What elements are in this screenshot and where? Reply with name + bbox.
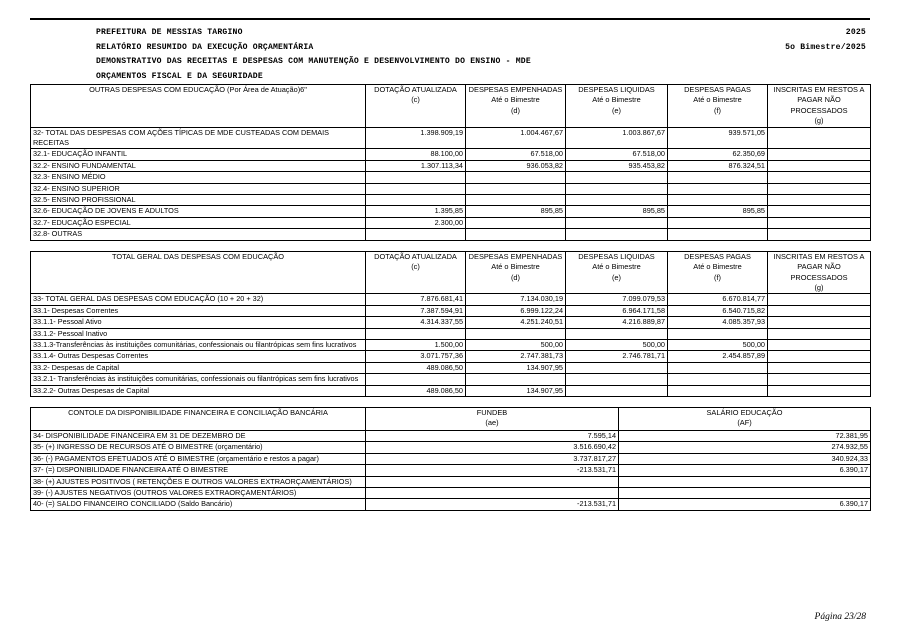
table-outras-despesas-educacao — [30, 84, 871, 241]
row-label: 33.1.1- Pessoal Ativo — [31, 317, 366, 328]
col-header-dotacao-label: DOTAÇÃO ATUALIZADA — [374, 251, 457, 261]
row-label: 32.5- ENSINO PROFISSIONAL — [31, 195, 366, 206]
table-row — [31, 499, 871, 510]
cell-dotacao — [366, 195, 466, 206]
row-label: 40- (=) SALDO FINANCEIRO CONCILIADO (Saldo Bancário) — [31, 499, 366, 510]
cell-restos — [768, 294, 871, 305]
cell-empenhadas: 4.251.240,51 — [466, 317, 566, 328]
row-label: 33.2.2- Outras Despesas de Capital — [31, 385, 366, 396]
cell-restos — [768, 217, 871, 228]
cell-liquidas: 67.518,00 — [566, 149, 668, 160]
cell-salario-educacao — [619, 476, 871, 487]
report-subtitle: DEMONSTRATIVO DAS RECEITAS E DESPESAS COM MANUTENÇÃO E DESENVOLVIMENTO DO ENSINO - MDE — [96, 57, 531, 66]
row-label: 32.4- ENSINO SUPERIOR — [31, 183, 366, 194]
col-header-area-label: OUTRAS DESPESAS COM EDUCAÇÃO (Por Área de Atuação)6" — [89, 85, 307, 94]
cell-liquidas — [566, 172, 668, 183]
cell-fundeb — [366, 476, 619, 487]
cell-empenhadas — [466, 183, 566, 194]
report-scope: ORÇAMENTOS FISCAL E DA SEGURIDADE — [96, 71, 263, 81]
col-header-pagas-label: DESPESAS PAGAS — [684, 85, 751, 94]
cell-dotacao: 489.086,50 — [366, 362, 466, 373]
cell-liquidas — [566, 328, 668, 339]
header-divider — [30, 18, 870, 20]
col-header-pagas-label: DESPESAS PAGAS — [684, 251, 751, 261]
table-row — [31, 362, 871, 373]
cell-liquidas — [566, 195, 668, 206]
cell-restos — [768, 374, 871, 385]
col-header-liquidas — [566, 251, 668, 294]
cell-empenhadas — [466, 172, 566, 183]
cell-fundeb: 7.595,14 — [366, 430, 619, 441]
cell-empenhadas: 936.053,82 — [466, 160, 566, 171]
table-row — [31, 317, 871, 328]
table-row — [31, 430, 871, 441]
cell-dotacao: 88.100,00 — [366, 149, 466, 160]
cell-empenhadas: 134.907,95 — [466, 385, 566, 396]
cell-pagas: 4.085.357,93 — [668, 317, 768, 328]
cell-empenhadas — [466, 229, 566, 240]
cell-dotacao: 7.876.681,41 — [366, 294, 466, 305]
col-header-liquidas-code: (e) — [611, 272, 622, 282]
report-year: 2025 — [845, 28, 866, 37]
report-period: 5o Bimestre/2025 — [785, 42, 866, 52]
col-header-empenhadas-sub: Até o Bimestre — [491, 262, 540, 272]
col-header-liquidas-code: (e) — [611, 105, 622, 115]
cell-salario-educacao — [619, 488, 871, 499]
cell-fundeb: -213.531,71 — [366, 465, 619, 476]
cell-empenhadas: 67.518,00 — [466, 149, 566, 160]
cell-salario-educacao: 340.924,33 — [619, 453, 871, 464]
table-row — [31, 217, 871, 228]
cell-dotacao — [366, 374, 466, 385]
col-header-pagas — [668, 251, 768, 294]
col-header-empenhadas — [466, 85, 566, 128]
cell-fundeb: -213.531,71 — [366, 499, 619, 510]
cell-restos — [768, 362, 871, 373]
cell-fundeb: 3.737.817,27 — [366, 453, 619, 464]
col-header-dotacao — [366, 85, 466, 128]
col-header-fundeb-code: (ae) — [485, 418, 499, 428]
table-row — [31, 385, 871, 396]
cell-liquidas: 1.003.867,67 — [566, 127, 668, 149]
row-label: 33.1.4- Outras Despesas Correntes — [31, 351, 366, 362]
cell-liquidas — [566, 374, 668, 385]
cell-restos — [768, 160, 871, 171]
cell-liquidas — [566, 217, 668, 228]
col-header-salario-educacao-code: (AF) — [737, 418, 752, 428]
cell-restos — [768, 385, 871, 396]
cell-salario-educacao: 6.390,17 — [619, 465, 871, 476]
cell-salario-educacao: 274.932,55 — [619, 442, 871, 453]
cell-liquidas: 895,85 — [566, 206, 668, 217]
row-label: 32- TOTAL DAS DESPESAS COM AÇÕES TÍPICAS DE MDE CUSTEADAS COM DEMAIS RECEITAS — [31, 127, 366, 149]
cell-empenhadas: 6.999.122,24 — [466, 305, 566, 316]
col-header-restos-label: INSCRITAS EM RESTOS A PAGAR NÃO PROCESSADOS — [773, 251, 865, 282]
cell-dotacao: 4.314.337,55 — [366, 317, 466, 328]
cell-empenhadas: 895,85 — [466, 206, 566, 217]
table-row — [31, 195, 871, 206]
col-header-total-geral-label: TOTAL GERAL DAS DESPESAS COM EDUCAÇÃO — [111, 251, 285, 261]
row-label: 33- TOTAL GERAL DAS DESPESAS COM EDUCAÇÃO (10 + 20 + 32) — [31, 294, 366, 305]
cell-pagas: 2.454.857,89 — [668, 351, 768, 362]
col-header-empenhadas-label: DESPESAS EMPENHADAS — [468, 251, 563, 261]
col-header-restos — [768, 251, 871, 294]
row-label: 32.1- EDUCAÇÃO INFANTIL — [31, 149, 366, 160]
cell-empenhadas — [466, 217, 566, 228]
header-right-block — [785, 26, 866, 55]
document-header — [30, 26, 870, 84]
cell-pagas: 895,85 — [668, 206, 768, 217]
cell-pagas — [668, 328, 768, 339]
cell-pagas — [668, 195, 768, 206]
table-header-row — [31, 251, 871, 294]
cell-liquidas — [566, 229, 668, 240]
col-header-pagas-code: (f) — [714, 105, 721, 115]
table-row — [31, 374, 871, 385]
cell-dotacao: 1.398.909,19 — [366, 127, 466, 149]
cell-empenhadas: 500,00 — [466, 339, 566, 350]
col-header-controle-label: CONTOLE DA DISPONIBILIDADE FINANCEIRA E CONCILIAÇÃO BANCÁRIA — [68, 407, 328, 417]
col-header-pagas-sub: Até o Bimestre — [693, 262, 742, 272]
table-total-geral-despesas-educacao — [30, 251, 871, 397]
cell-pagas: 876.324,51 — [668, 160, 768, 171]
table-row — [31, 305, 871, 316]
cell-pagas: 939.571,05 — [668, 127, 768, 149]
cell-restos — [768, 305, 871, 316]
cell-liquidas — [566, 362, 668, 373]
cell-liquidas: 4.216.889,87 — [566, 317, 668, 328]
cell-fundeb: 3.516.690,42 — [366, 442, 619, 453]
row-label: 34- DISPONIBILIDADE FINANCEIRA EM 31 DE DEZEMBRO DE — [31, 430, 366, 441]
cell-restos — [768, 317, 871, 328]
cell-liquidas — [566, 385, 668, 396]
cell-pagas: 6.540.715,82 — [668, 305, 768, 316]
col-header-dotacao — [366, 251, 466, 294]
entity-name: PREFEITURA DE MESSIAS TARGINO — [96, 28, 243, 37]
col-header-restos-code: (g) — [814, 116, 824, 126]
cell-dotacao: 1.395,85 — [366, 206, 466, 217]
cell-pagas — [668, 374, 768, 385]
table3-body — [31, 430, 871, 510]
col-header-dotacao-label: DOTAÇÃO ATUALIZADA — [374, 85, 457, 94]
col-header-liquidas-label: DESPESAS LIQUIDAS — [578, 85, 655, 94]
col-header-restos-label: INSCRITAS EM RESTOS A PAGAR NÃO PROCESSADOS — [773, 85, 865, 115]
row-label: 32.2- ENSINO FUNDAMENTAL — [31, 160, 366, 171]
col-header-empenhadas-code: (d) — [510, 105, 521, 115]
cell-dotacao — [366, 328, 466, 339]
col-header-fundeb-label: FUNDEB — [476, 407, 508, 417]
row-label: 33.1.3-Transferências às instituições comunitárias, confessionais ou filantrópicas sem fins lucrativos — [31, 339, 366, 350]
table-row — [31, 453, 871, 464]
table-row — [31, 294, 871, 305]
col-header-fundeb — [366, 407, 619, 430]
col-header-controle — [31, 407, 366, 430]
cell-dotacao — [366, 229, 466, 240]
cell-salario-educacao: 72.381,95 — [619, 430, 871, 441]
col-header-salario-educacao — [619, 407, 871, 430]
col-header-pagas-code: (f) — [714, 272, 721, 282]
cell-pagas: 500,00 — [668, 339, 768, 350]
cell-liquidas — [566, 183, 668, 194]
cell-empenhadas — [466, 195, 566, 206]
table-controle-disponibilidade-financeira — [30, 407, 871, 511]
cell-dotacao: 489.086,50 — [366, 385, 466, 396]
table-row — [31, 172, 871, 183]
cell-dotacao — [366, 172, 466, 183]
table-row — [31, 183, 871, 194]
col-header-pagas-sub: Até o Bimestre — [693, 95, 742, 105]
table-row — [31, 206, 871, 217]
table-row — [31, 476, 871, 487]
cell-pagas — [668, 217, 768, 228]
cell-empenhadas: 7.134.030,19 — [466, 294, 566, 305]
row-label: 33.2.1- Transferências às instituições comunitárias, confessionais ou filantrópicas sem fins lucrativos — [31, 374, 366, 385]
table-row — [31, 465, 871, 476]
cell-fundeb — [366, 488, 619, 499]
cell-dotacao — [366, 183, 466, 194]
cell-restos — [768, 183, 871, 194]
col-header-empenhadas-label: DESPESAS EMPENHADAS — [468, 85, 563, 94]
cell-empenhadas: 134.907,95 — [466, 362, 566, 373]
table-row — [31, 160, 871, 171]
row-label: 32.7- EDUCAÇÃO ESPECIAL — [31, 217, 366, 228]
cell-pagas — [668, 385, 768, 396]
row-label: 33.1.2- Pessoal Inativo — [31, 328, 366, 339]
col-header-restos-code: (g) — [814, 282, 824, 292]
col-header-salario-educacao-label: SALÁRIO EDUCAÇÃO — [706, 407, 783, 417]
cell-restos — [768, 206, 871, 217]
cell-pagas: 6.670.814,77 — [668, 294, 768, 305]
table2-body — [31, 294, 871, 397]
row-label: 36- (-) PAGAMENTOS EFETUADOS ATÉ O BIMESTRE (orçamentário e restos a pagar) — [31, 453, 366, 464]
cell-pagas — [668, 172, 768, 183]
cell-liquidas: 2.746.781,71 — [566, 351, 668, 362]
row-label: 33.2- Despesas de Capital — [31, 362, 366, 373]
cell-pagas — [668, 183, 768, 194]
col-header-liquidas-label: DESPESAS LIQUIDAS — [578, 251, 655, 261]
cell-empenhadas — [466, 328, 566, 339]
col-header-liquidas-sub: Até o Bimestre — [592, 95, 641, 105]
col-header-dotacao-code: (c) — [411, 95, 420, 105]
cell-restos — [768, 172, 871, 183]
page-number: Página 23/28 — [814, 612, 866, 622]
table-row — [31, 229, 871, 240]
cell-dotacao: 7.387.594,91 — [366, 305, 466, 316]
table-row — [31, 339, 871, 350]
cell-liquidas: 6.964.171,58 — [566, 305, 668, 316]
cell-dotacao: 1.307.113,34 — [366, 160, 466, 171]
col-header-empenhadas-code: (d) — [510, 272, 521, 282]
col-header-empenhadas — [466, 251, 566, 294]
cell-liquidas: 7.099.079,53 — [566, 294, 668, 305]
row-label: 32.6- EDUCAÇÃO DE JOVENS E ADULTOS — [31, 206, 366, 217]
cell-empenhadas: 2.747.381,73 — [466, 351, 566, 362]
table-header-row — [31, 407, 871, 430]
table1-body — [31, 127, 871, 240]
cell-dotacao: 2.300,00 — [366, 217, 466, 228]
table-row — [31, 149, 871, 160]
row-label: 38- (+) AJUSTES POSITIVOS ( RETENÇÕES E OUTROS VALORES EXTRAORÇAMENTÁRIOS) — [31, 476, 366, 487]
cell-pagas — [668, 362, 768, 373]
col-header-restos — [768, 85, 871, 128]
col-header-area — [31, 85, 366, 128]
table-header-row — [31, 85, 871, 128]
cell-restos — [768, 195, 871, 206]
row-label: 32.8- OUTRAS — [31, 229, 366, 240]
table-row — [31, 328, 871, 339]
col-header-pagas — [668, 85, 768, 128]
cell-pagas: 62.350,69 — [668, 149, 768, 160]
row-label: 33.1- Despesas Correntes — [31, 305, 366, 316]
col-header-dotacao-code: (c) — [411, 262, 420, 272]
report-title: RELATÓRIO RESUMIDO DA EXECUÇÃO ORÇAMENTÁRIA — [96, 42, 314, 52]
header-left-block — [96, 26, 531, 84]
cell-liquidas: 500,00 — [566, 339, 668, 350]
cell-restos — [768, 328, 871, 339]
row-label: 39- (-) AJUSTES NEGATIVOS (OUTROS VALORES EXTRAORÇAMENTÁRIOS) — [31, 488, 366, 499]
col-header-empenhadas-sub: Até o Bimestre — [491, 95, 540, 105]
col-header-total-geral — [31, 251, 366, 294]
cell-pagas — [668, 229, 768, 240]
row-label: 37- (=) DISPONIBILIDADE FINANCEIRA ATÉ O BIMESTRE — [31, 465, 366, 476]
cell-restos — [768, 229, 871, 240]
table-row — [31, 127, 871, 149]
cell-restos — [768, 351, 871, 362]
cell-restos — [768, 149, 871, 160]
cell-restos — [768, 127, 871, 149]
table-row — [31, 488, 871, 499]
cell-empenhadas: 1.004.467,67 — [466, 127, 566, 149]
table-row — [31, 351, 871, 362]
table-row — [31, 442, 871, 453]
cell-dotacao: 3.071.757,36 — [366, 351, 466, 362]
cell-restos — [768, 339, 871, 350]
cell-liquidas: 935.453,82 — [566, 160, 668, 171]
row-label: 35- (+) INGRESSO DE RECURSOS ATÉ O BIMESTRE (orçamentário) — [31, 442, 366, 453]
row-label: 32.3- ENSINO MÉDIO — [31, 172, 366, 183]
col-header-liquidas — [566, 85, 668, 128]
cell-salario-educacao: 6.390,17 — [619, 499, 871, 510]
col-header-liquidas-sub: Até o Bimestre — [592, 262, 641, 272]
cell-dotacao: 1.500,00 — [366, 339, 466, 350]
cell-empenhadas — [466, 374, 566, 385]
